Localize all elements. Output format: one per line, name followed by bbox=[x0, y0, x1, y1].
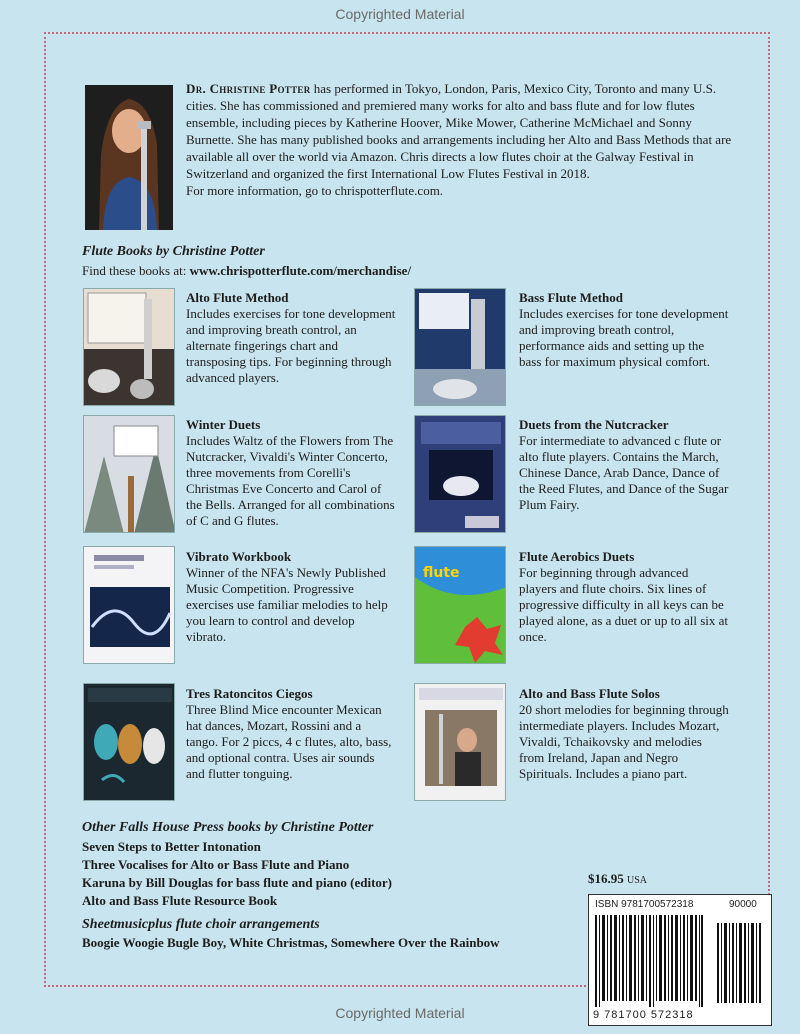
book-entry-winter-duets bbox=[186, 417, 396, 529]
merchandise-url: www.chrispotterflute.com/merchandise/ bbox=[189, 263, 412, 278]
book-cover-bass-flute-method bbox=[414, 288, 506, 406]
book-title: Tres Ratoncitos Ciegos bbox=[186, 686, 313, 701]
book-price bbox=[588, 871, 647, 887]
list-item: Alto and Bass Flute Resource Book bbox=[82, 893, 278, 908]
book-title: Winter Duets bbox=[186, 417, 261, 432]
book-description: For beginning through advanced players and flute choirs. Six lines of progressive difficulty in all keys can be played alone, as a duet or up to all six at once. bbox=[519, 565, 729, 644]
find-books-line bbox=[82, 263, 411, 279]
copyright-watermark-top: Copyrighted Material bbox=[335, 6, 465, 22]
book-description: Includes exercises for tone development and improving breath control, performance aids and setting up the bass for maximum physical comfort. bbox=[519, 306, 729, 369]
book-title: Bass Flute Method bbox=[519, 290, 623, 305]
author-name: Dr. Christine Potter bbox=[186, 81, 311, 96]
list-item: Karuna by Bill Douglas for bass flute and piano (editor) bbox=[82, 875, 393, 890]
book-description: Winner of the NFA's Newly Published Music Competition. Progressive exercises use familiar melodies to help you learn to control and develop vibrato. bbox=[186, 565, 388, 644]
book-entry-alto-bass-solos bbox=[519, 686, 729, 782]
book-title: Alto and Bass Flute Solos bbox=[519, 686, 660, 701]
barcode-price-code: 90000 bbox=[729, 899, 757, 910]
author-more-info: For more information, go to chrispotterflute.com. bbox=[186, 183, 444, 198]
book-title: Duets from the Nutcracker bbox=[519, 417, 669, 432]
author-bio bbox=[186, 80, 734, 199]
svg-text:flute: flute bbox=[423, 565, 460, 581]
list-item: Seven Steps to Better Intonation bbox=[82, 839, 261, 854]
book-description: Includes Waltz of the Flowers from The Nutcracker, Vivaldi's Winter Concerto, three movements from Corelli's Christmas Eve Concerto and Carol of the Bells. Arranged for all combinations of C and G flutes. bbox=[186, 433, 395, 528]
barcode-digits: 9 781700 572318 bbox=[593, 1009, 694, 1021]
book-cover-vibrato-workbook bbox=[83, 546, 175, 664]
section-heading-flute-books: Flute Books by Christine Potter bbox=[82, 244, 265, 259]
find-label: Find these books at: bbox=[82, 263, 190, 278]
section-heading-sheetmusicplus: Sheetmusicplus flute choir arrangements bbox=[82, 917, 320, 932]
book-cover-winter-duets bbox=[83, 415, 175, 533]
book-entry-flute-aerobics bbox=[519, 549, 729, 645]
author-bio-text: has performed in Tokyo, London, Paris, Mexico City, Toronto and many U.S. cities. She has commissioned and premiered many works for alto and bass flute and for low flutes ensemble, including pieces by Katherine Hoover, Mike Mower, Catherine McMichael and Sonny Burnette. She has many published books and arrangements including her Alto and Bass Methods that are available all over the world via Amazon. Chris directs a low flutes choir at the Galway Festival in Switzerland and organized the first International Low Flutes Festival in 2018. bbox=[186, 81, 732, 181]
sheetmusicplus-titles: Boogie Woogie Bugle Boy, White Christmas, Somewhere Over the Rainbow bbox=[82, 935, 500, 950]
book-cover-alto-bass-solos bbox=[414, 683, 506, 801]
price-amount: $16.95 bbox=[588, 871, 624, 886]
book-cover-alto-flute-method bbox=[83, 288, 175, 406]
book-entry-tres-ratoncitos bbox=[186, 686, 396, 782]
book-cover-duets-nutcracker bbox=[414, 415, 506, 533]
other-books-list bbox=[82, 838, 392, 910]
book-description: Three Blind Mice encounter Mexican hat dances, Mozart, Rossini and a tango. For 2 piccs, 4 c flutes, alto, bass, and optional contra. Uses air sounds and flutter tonguing. bbox=[186, 702, 392, 781]
book-description: Includes exercises for tone development and improving breath control, an alternate fingerings chart and transposing tips. For beginning through advanced players. bbox=[186, 306, 396, 385]
book-cover-flute-aerobics bbox=[414, 546, 506, 664]
book-cover-tres-ratoncitos bbox=[83, 683, 175, 801]
book-description: 20 short melodies for beginning through intermediate players. Includes Mozart, Vivaldi, Tchaikovsky and melodies from Ireland, Japan and Negro Spirituals. Includes a piano part. bbox=[519, 702, 729, 781]
book-entry-duets-nutcracker bbox=[519, 417, 729, 513]
book-entry-bass-flute-method bbox=[519, 290, 729, 370]
book-entry-alto-flute-method bbox=[186, 290, 396, 386]
price-currency: USA bbox=[627, 875, 648, 886]
book-description: For intermediate to advanced c flute or alto flute players. Contains the March, Chinese Dance, Arab Dance, Dance of the Reed Flutes, and Dance of the Sugar Plum Fairy. bbox=[519, 433, 729, 512]
book-entry-vibrato-workbook bbox=[186, 549, 396, 645]
book-title: Alto Flute Method bbox=[186, 290, 289, 305]
author-photo bbox=[85, 85, 173, 230]
list-item: Three Vocalises for Alto or Bass Flute and Piano bbox=[82, 857, 350, 872]
book-title: Flute Aerobics Duets bbox=[519, 549, 635, 564]
barcode-bars bbox=[593, 913, 769, 1007]
section-heading-other-books: Other Falls House Press books by Christine Potter bbox=[82, 820, 374, 835]
book-title: Vibrato Workbook bbox=[186, 549, 292, 564]
copyright-watermark-bottom: Copyrighted Material bbox=[335, 1005, 465, 1021]
isbn-label: ISBN 9781700572318 bbox=[595, 899, 694, 910]
